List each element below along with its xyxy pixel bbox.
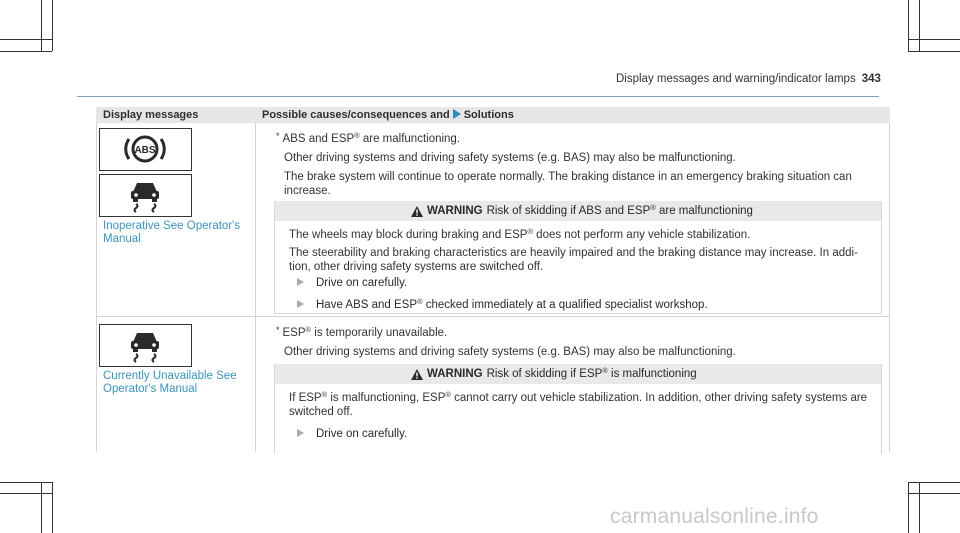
- play-arrow-icon: [453, 109, 461, 119]
- registered-mark: ®: [354, 131, 360, 140]
- esp-icon-box: [99, 174, 192, 217]
- warning-text: are malfunctioning: [658, 205, 753, 217]
- asterisk: *: [276, 325, 280, 335]
- crop-mark: [52, 482, 53, 533]
- crop-mark: [0, 493, 52, 494]
- crop-mark: [908, 482, 960, 483]
- registered-mark: ®: [527, 227, 533, 236]
- esp-skid-icon: [100, 325, 190, 365]
- registered-mark: ®: [321, 390, 328, 399]
- body-line: The brake system will continue to operate normally. The braking distance in an emergency braking situation can increase.: [284, 171, 852, 197]
- step-drive-carefully: [297, 277, 407, 289]
- step-text: Drive on carefully.: [316, 277, 408, 289]
- warning-body: [289, 228, 869, 274]
- row2-description: [268, 323, 878, 359]
- warning-line: [289, 228, 869, 242]
- step-arrow-icon: [297, 300, 304, 308]
- crop-mark: [52, 0, 53, 51]
- crop-mark: [0, 39, 52, 40]
- crop-mark: [908, 482, 909, 533]
- status-label-inoperative: Inoperative See Operator's Manual: [103, 220, 241, 245]
- body-line: Other driving systems and driving safety systems (e.g. BAS) may also be malfunctioning.: [284, 152, 736, 164]
- esp-skid-icon: [100, 175, 190, 215]
- warning-line-text: is malfunctioning, ESP: [330, 392, 446, 404]
- cause-text: ESP: [282, 327, 306, 339]
- crop-mark: [41, 482, 42, 533]
- status-label-unavailable: Currently Unavailable See Operator's Manual: [103, 370, 237, 395]
- warning-line-text: If ESP: [289, 392, 322, 404]
- warning-box: [274, 364, 882, 454]
- col-display-messages: Display messages: [103, 109, 199, 121]
- crop-mark: [908, 0, 909, 51]
- warning-body: [289, 391, 869, 419]
- col2-header-text: Possible causes/consequences and: [262, 109, 450, 121]
- col2-header-solutions: Solutions: [463, 109, 514, 121]
- cause-line: [276, 323, 878, 340]
- crop-mark: [0, 51, 52, 52]
- cause-text: are malfunctioning.: [362, 133, 461, 145]
- warning-box: [274, 201, 882, 314]
- warning-line-text: cannot carry out vehicle stabilization. In addition, other driving safety systems are switched off.: [289, 392, 868, 418]
- body-line: Other driving systems and driving safety systems (e.g. BAS) may also be malfunctioning.: [284, 346, 736, 358]
- crop-mark: [908, 51, 960, 52]
- col-causes-solutions: [262, 109, 514, 121]
- warning-label: WARNING: [427, 205, 483, 217]
- step-have-checked: [297, 299, 708, 311]
- registered-mark: ®: [305, 325, 312, 334]
- row-divider: [96, 316, 890, 317]
- warning-triangle-icon: [411, 206, 423, 217]
- table-border-right: [889, 123, 890, 452]
- abs-icon-box: [99, 128, 192, 171]
- step-text: Have ABS and ESP: [316, 299, 418, 311]
- step-arrow-icon: [297, 429, 304, 437]
- warning-line: [289, 391, 869, 419]
- warning-line: The steerability and braking characteristics are heavily impaired and the braking distance may increase. In addition, other driving safety systems are switched off.: [289, 247, 858, 273]
- crop-mark: [908, 39, 960, 40]
- cause-text: is temporarily unavailable.: [314, 327, 448, 339]
- warning-line-text: The wheels may block during braking and ESP: [289, 229, 528, 241]
- page-number: 343: [861, 73, 881, 85]
- table-header: [96, 107, 890, 123]
- cause-text: ABS and ESP: [282, 133, 355, 145]
- abs-warning-icon: [100, 129, 190, 169]
- registered-mark: ®: [650, 203, 656, 212]
- warning-header: [275, 364, 881, 384]
- row1-description: [268, 129, 878, 198]
- warning-text: Risk of skidding if ESP: [486, 368, 603, 380]
- crop-mark: [908, 493, 960, 494]
- warning-header: [275, 201, 881, 221]
- crop-mark: [0, 482, 52, 483]
- registered-mark: ®: [602, 366, 608, 375]
- svg-text:ABS: ABS: [134, 145, 156, 156]
- esp-icon-box: [99, 324, 192, 367]
- header-title: Display messages and warning/indicator lamps: [616, 73, 856, 85]
- crop-mark: [919, 482, 920, 533]
- display-messages-table: [96, 107, 890, 452]
- warning-text: Risk of skidding if ABS and ESP: [486, 205, 651, 217]
- cause-line: [276, 129, 878, 146]
- warning-triangle-icon: [411, 369, 423, 380]
- step-drive-carefully: [297, 428, 407, 440]
- watermark: carmanualsonline.info: [610, 505, 819, 528]
- registered-mark: ®: [445, 390, 451, 399]
- crop-mark: [41, 0, 42, 51]
- header-rule: [77, 96, 879, 97]
- step-arrow-icon: [297, 278, 304, 286]
- warning-title: [427, 368, 697, 380]
- asterisk: *: [276, 131, 280, 141]
- step-text: checked immediately at a qualified specialist workshop.: [425, 299, 708, 311]
- warning-text: is malfunctioning: [611, 368, 697, 380]
- table-border-left: [96, 123, 97, 452]
- step-text: Drive on carefully.: [316, 428, 408, 440]
- running-header: [616, 73, 886, 89]
- crop-mark: [919, 0, 920, 51]
- registered-mark: ®: [417, 297, 423, 306]
- warning-label: WARNING: [427, 368, 483, 380]
- warning-title: [427, 205, 753, 217]
- warning-line-text: does not perform any vehicle stabilization.: [536, 229, 751, 241]
- column-divider: [255, 123, 256, 452]
